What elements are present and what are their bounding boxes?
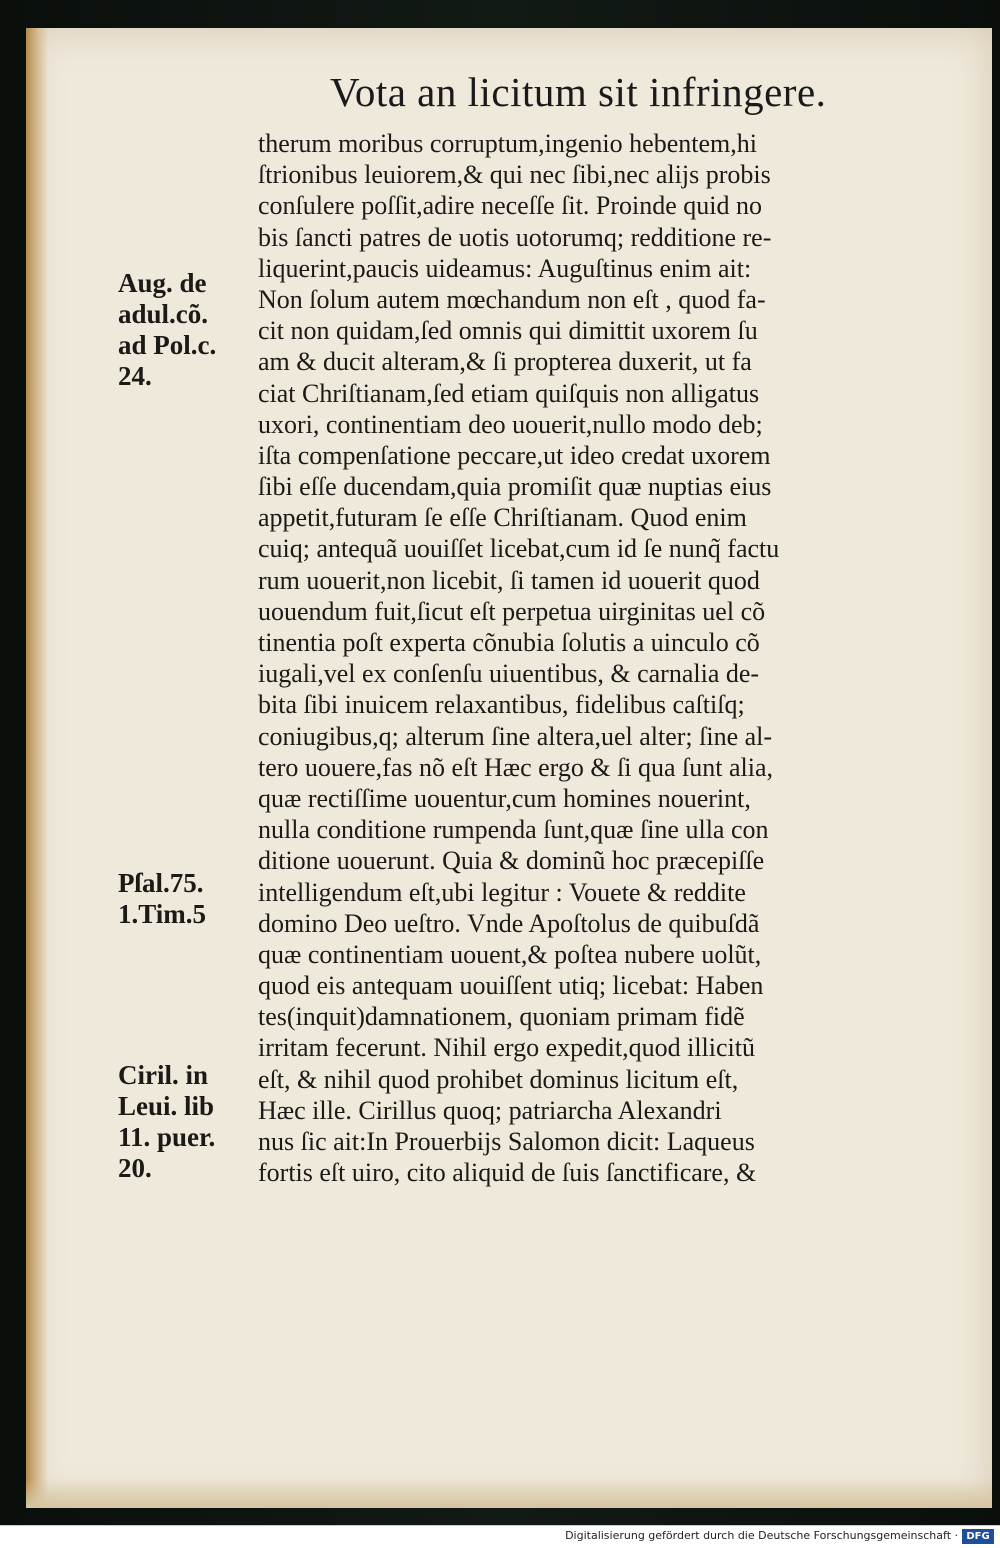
marginal-line: ad Pol.c. xyxy=(118,330,217,360)
marginal-line: Aug. de xyxy=(118,268,207,298)
text-line: tero uouere,fas nõ eſt Hæc ergo & ſi qua ſunt alia, xyxy=(258,752,774,782)
text-line: quod eis antequam uouiſſent utiq; licebat: Haben xyxy=(258,971,764,1001)
text-line: uouendum fuit,ſicut eſt perpetua uirginitas uel cõ xyxy=(258,596,766,626)
marginal-note-augustine xyxy=(118,268,258,392)
text-line: ciat Chriſtianam,ſed etiam quiſquis non alligatus xyxy=(258,378,760,408)
marginal-line: Pſal.75. xyxy=(118,868,204,898)
text-line: ſtrionibus leuiorem,& qui nec ſibi,nec alijs probis xyxy=(258,160,771,190)
text-line: liquerint,paucis uideamus: Auguſtinus enim ait: xyxy=(258,253,752,283)
main-text-block xyxy=(258,128,898,1188)
text-line: nus ſic ait:In Prouerbijs Salomon dicit: Laqueus xyxy=(258,1127,755,1156)
marginal-line: 11. puer. xyxy=(118,1122,216,1152)
text-line: irritam fecerunt. Nihil ergo expedit,quod illicitũ xyxy=(258,1033,755,1063)
page-gutter-edge xyxy=(26,28,48,1508)
text-line: nulla conditione rumpenda ſunt,quæ ſine ulla con xyxy=(258,815,769,845)
marginal-line: Leui. lib xyxy=(118,1091,215,1121)
marginal-line: adul.cõ. xyxy=(118,299,209,329)
page-bottom-edge xyxy=(26,1478,992,1508)
text-line: rum uouerit,non licebit, ſi tamen id uouerit quod xyxy=(258,565,760,595)
dfg-logo: DFG xyxy=(962,1529,994,1544)
text-line: tinentia poſt experta cõnubia ſolutis a uinculo cõ xyxy=(258,628,760,657)
text-line: appetit,futuram ſe eſſe Chriſtianam. Quod enim xyxy=(258,503,747,533)
text-line: bita ſibi inuicem relaxantibus, fidelibus caſtiſq; xyxy=(258,690,745,720)
marginal-line: 1.Tim.5 xyxy=(118,899,207,929)
text-line: ſibi eſſe ducendam,quia promiſit quæ nuptias eius xyxy=(258,472,772,502)
text-line: Hæc ille. Cirillus quoq; patriarcha Alexandri xyxy=(258,1095,722,1125)
marginal-line: Ciril. in xyxy=(118,1060,209,1090)
text-line: quæ continentiam uouent,& poſtea nubere uolũt, xyxy=(258,939,762,969)
text-line: intelligendum eſt,ubi legitur : Vouete & reddite xyxy=(258,877,746,907)
text-line: conſulere poſſit,adire neceſſe ſit. Proinde quid no xyxy=(258,191,762,221)
text-line: cit non quidam,ſed omnis qui dimittit uxorem ſu xyxy=(258,316,758,346)
text-line: domino Deo ueſtro. Vnde Apoſtolus de quibuſdã xyxy=(258,908,760,938)
text-line: am & ducit alteram,& ſi propterea duxerit, ut fa xyxy=(258,347,752,377)
footer-credit: Digitalisierung gefördert durch die Deutsche Forschungsgemeinschaft · xyxy=(565,1529,958,1542)
text-line: therum moribus corruptum,ingenio hebentem,hi xyxy=(258,129,757,158)
text-line: Non ſolum autem mœchandum non eſt , quod fa- xyxy=(258,284,766,314)
text-line: eſt, & nihil quod prohibet dominus licitum eſt, xyxy=(258,1064,739,1094)
running-title: Vota an licitum sit infringere. xyxy=(330,69,827,115)
marginal-note-psalm xyxy=(118,868,258,930)
text-line: iugali,vel ex conſenſu uiuentibus, & carnalia de- xyxy=(258,659,760,689)
text-line: ditione uouerunt. Quia & dominũ hoc præcepiſſe xyxy=(258,846,765,876)
text-line: iſta compenſatione peccare,ut ideo credat uxorem xyxy=(258,440,771,470)
text-line: bis ſancti patres de uotis uotorumq; redditione re- xyxy=(258,222,772,252)
text-line: quæ rectiſſime uouentur,cum homines nouerint, xyxy=(258,783,751,813)
text-line: fortis eſt uiro, cito aliquid de ſuis ſanctificare, & xyxy=(258,1158,757,1188)
marginal-note-cyril xyxy=(118,1060,258,1184)
text-line: uxori, continentiam deo uouerit,nullo modo deb; xyxy=(258,409,763,439)
marginal-line: 24. xyxy=(118,361,152,391)
footer-bar xyxy=(0,1525,1000,1548)
marginal-line: 20. xyxy=(118,1153,152,1183)
text-line: cuiq; antequã uouiſſet licebat,cum id ſe nunq̃ factu xyxy=(258,534,780,564)
text-line: coniugibus,q; alterum ſine altera,uel alter; ſine al- xyxy=(258,721,773,751)
text-line: tes(inquit)damnationem, quoniam primam fidẽ xyxy=(258,1002,745,1032)
